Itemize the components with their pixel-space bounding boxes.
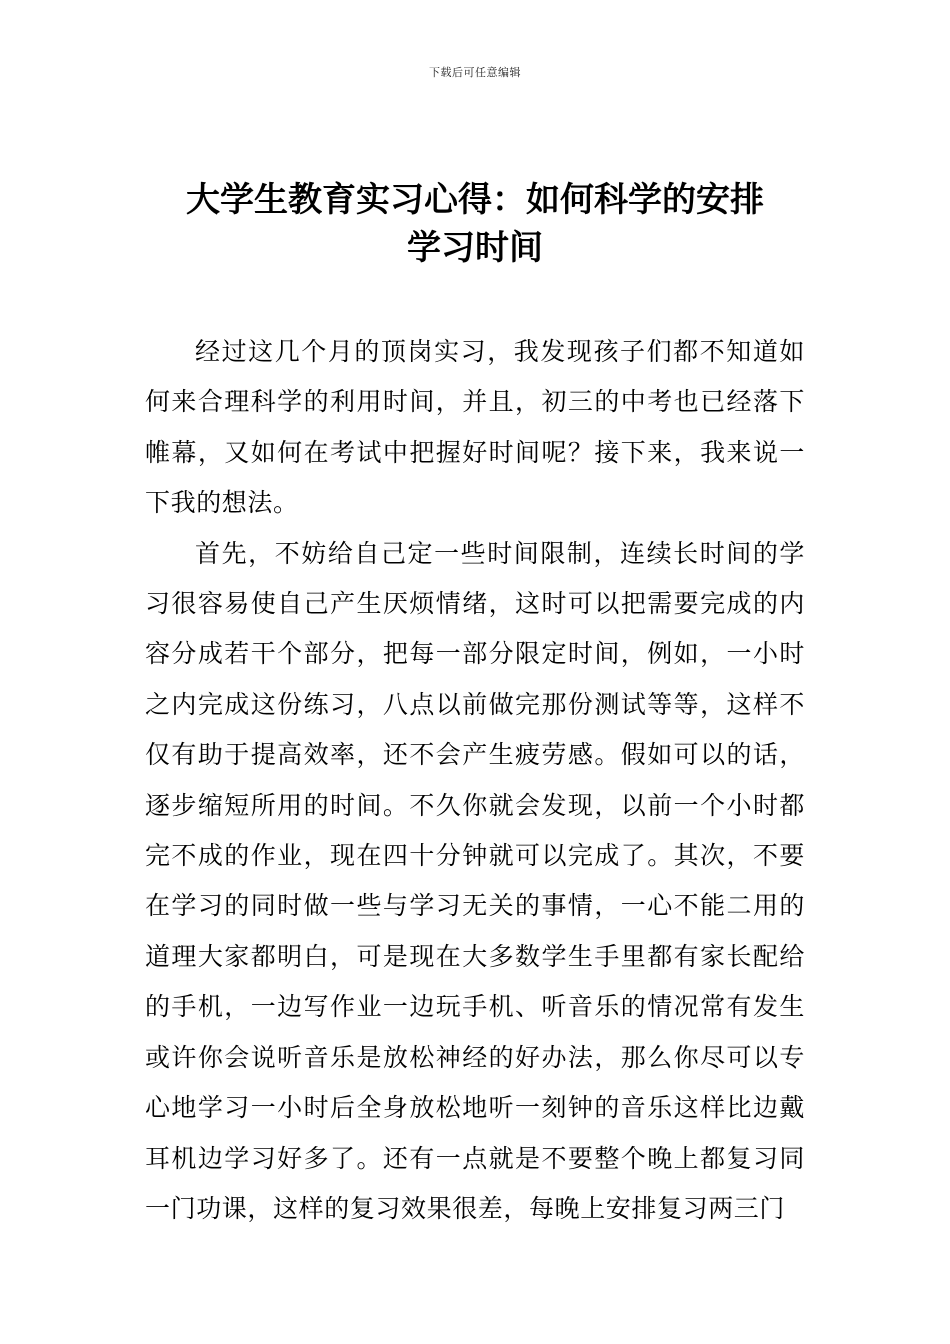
header-note: 下载后可任意编辑 (429, 66, 521, 79)
title-line-2: 学习时间 (407, 228, 543, 268)
paragraph-2: 首先，不妨给自己定一些时间限制，连续长时间的学习很容易使自己产生厌烦情绪，这时可以把需要完成的内容分成若干个部分，把每一部分限定时间，例如，一小时之内完成这份练习，八点以前做完那份测试等等，这样不仅有助于提高效率，还不会产生疲劳感。假如可以的话，逐步缩短所用的时间。不久你就会发现，以前一个小时都完不成的作业，现在四十分钟就可以完成了。其次，不要在学习的同时做一些与学习无关的事情，一心不能二用的道理大家都明白，可是现在大多数学生手里都有家长配给的手机，一边写作业一边玩手机、听音乐的情况常有发生或许你会说听音乐是放松神经的好办法，那么你尽可以专心地学习一小时后全身放松地听一刻钟的音乐这样比边戴耳机边学习好多了。还有一点就是不要整个晚上都复习同一门功课，这样的复习效果很差，每晚上安排复习两三门 (145, 538, 805, 1223)
title-line-1: 大学生教育实习心得：如何科学的安排 (186, 180, 764, 220)
document-title (120, 176, 830, 272)
body-text (145, 327, 805, 1234)
paragraph-1: 经过这几个月的顶岗实习，我发现孩子们都不知道如何来合理科学的利用时间，并且，初三的中考也已经落下帷幕，又如何在考试中把握好时间呢？接下来，我来说一下我的想法。 (145, 337, 805, 518)
